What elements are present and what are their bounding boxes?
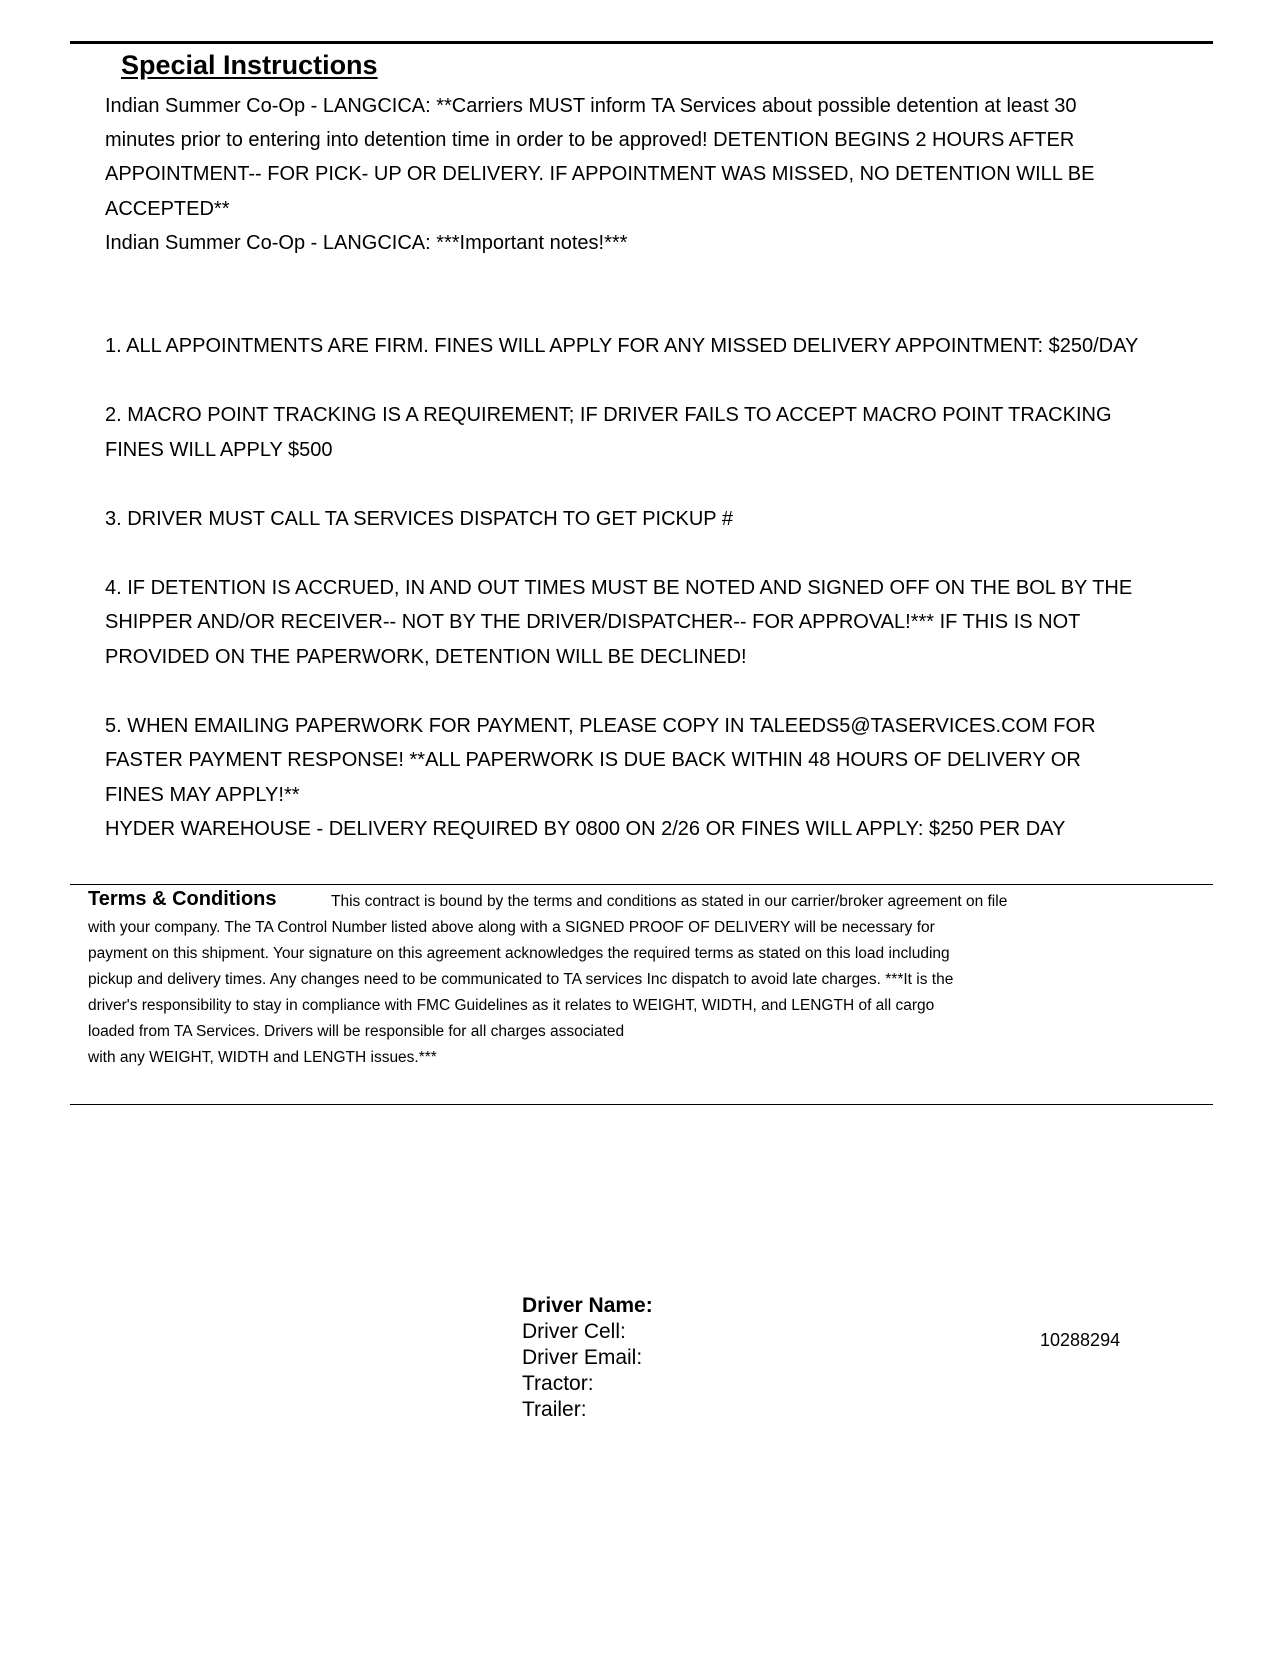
special-instruction-line: Indian Summer Co-Op - LANGCICA: ***Important notes!*** [105,232,628,254]
terms-line: driver's responsibility to stay in compliance with FMC Guidelines as it relates to WEIGHT, WIDTH, and LENGTH of all cargo [88,997,935,1014]
driver-info [522,1293,653,1423]
special-instruction-line: 5. WHEN EMAILING PAPERWORK FOR PAYMENT, PLEASE COPY IN TALEEDS5@TASERVICES.COM FOR [105,715,1096,737]
special-instruction-line: 1. ALL APPOINTMENTS ARE FIRM. FINES WILL APPLY FOR ANY MISSED DELIVERY APPOINTMENT: $250/DAY [105,335,1139,357]
special-instruction-line: ACCEPTED** [105,198,230,220]
terms-heading: Terms & Conditions [88,888,277,910]
special-instruction-line: SHIPPER AND/OR RECEIVER-- NOT BY THE DRIVER/DISPATCHER-- FOR APPROVAL!*** IF THIS IS NOT [105,611,1081,633]
special-instruction-line: 4. IF DETENTION IS ACCRUED, IN AND OUT TIMES MUST BE NOTED AND SIGNED OFF ON THE BOL BY THE [105,577,1133,599]
driver-name-label: Driver Name: [522,1294,653,1317]
terms-line: with your company. The TA Control Number listed above along with a SIGNED PROOF OF DELIVERY will be necessary for [88,919,935,936]
top-divider [70,41,1213,44]
driver-cell-label: Driver Cell: [522,1320,626,1343]
section-divider [70,1104,1213,1105]
special-instruction-line: 2. MACRO POINT TRACKING IS A REQUIREMENT; IF DRIVER FAILS TO ACCEPT MACRO POINT TRACKING [105,404,1112,426]
special-instruction-line: minutes prior to entering into detention time in order to be approved! DETENTION BEGINS 2 HOURS AFTER [105,129,1075,151]
special-instruction-line: Indian Summer Co-Op - LANGCICA: **Carriers MUST inform TA Services about possible detention at least 30 [105,95,1077,117]
terms-line: pickup and delivery times. Any changes need to be communicated to TA services Inc dispatch to avoid late charges. ***It is the [88,971,954,988]
special-instruction-line: FINES WILL APPLY $500 [105,439,333,461]
special-instructions-heading: Special Instructions [121,50,378,80]
section-divider [70,884,1213,885]
terms-line: loaded from TA Services. Drivers will be responsible for all charges associated [88,1023,625,1040]
trailer-label: Trailer: [522,1398,587,1421]
special-instruction-line: FINES MAY APPLY!** [105,784,300,806]
special-instruction-line: APPOINTMENT-- FOR PICK- UP OR DELIVERY. IF APPOINTMENT WAS MISSED, NO DETENTION WILL BE [105,163,1095,185]
tractor-label: Tractor: [522,1372,594,1395]
special-instruction-line: HYDER WAREHOUSE - DELIVERY REQUIRED BY 0800 ON 2/26 OR FINES WILL APPLY: $250 PER DAY [105,818,1066,840]
control-number: 10288294 [1040,1330,1121,1350]
terms-line: This contract is bound by the terms and conditions as stated in our carrier/broker agreement on file [331,893,1008,910]
terms-line: payment on this shipment. Your signature on this agreement acknowledges the required terms as stated on this load including [88,945,950,962]
driver-email-label: Driver Email: [522,1346,643,1369]
special-instruction-line: PROVIDED ON THE PAPERWORK, DETENTION WILL BE DECLINED! [105,646,747,668]
special-instruction-line: FASTER PAYMENT RESPONSE! **ALL PAPERWORK IS DUE BACK WITHIN 48 HOURS OF DELIVERY OR [105,749,1081,771]
terms-line: with any WEIGHT, WIDTH and LENGTH issues.*** [88,1049,437,1066]
special-instruction-line: 3. DRIVER MUST CALL TA SERVICES DISPATCH TO GET PICKUP # [105,508,733,530]
